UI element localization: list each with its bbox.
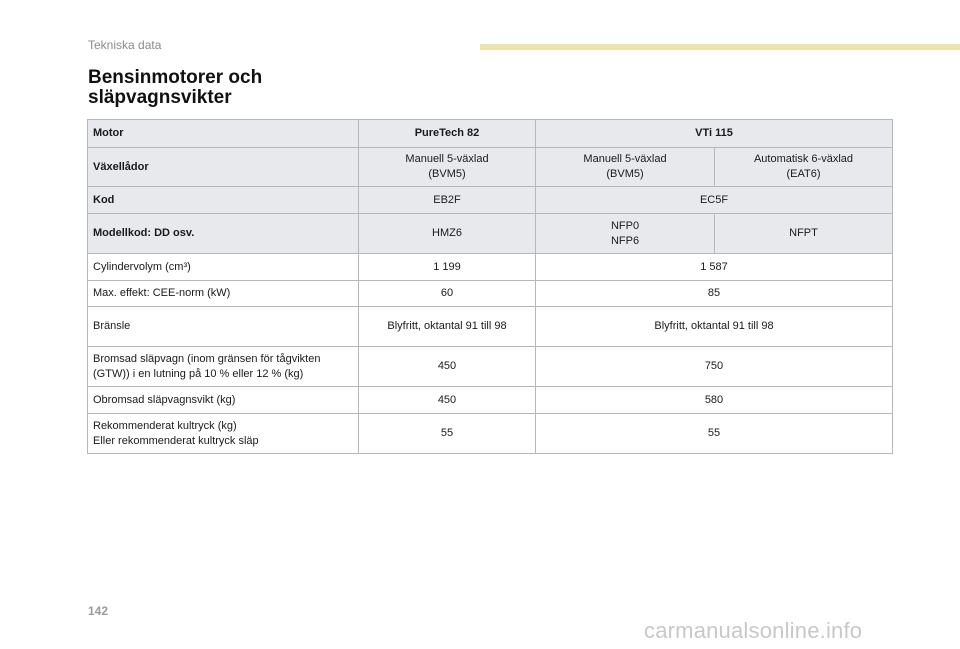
table-row-unbraked-trailer [88, 387, 893, 414]
power-1-cell: 60 [359, 281, 536, 307]
table-row-braked-trailer [88, 347, 893, 387]
gearbox-1-line-2: (BVM5) [428, 168, 466, 180]
row-label-model-code: Modellkod: DD osv. [88, 214, 359, 254]
table-row-nose-weight [88, 414, 893, 454]
braked-2-cell: 750 [536, 347, 893, 387]
page-title [88, 68, 388, 108]
row-label-displacement: Cylindervolym (cm³) [88, 254, 359, 281]
engine-spec-table [87, 119, 893, 454]
engine-2-header: VTi 115 [536, 120, 893, 148]
fuel-2-cell: Blyfritt, oktantal 91 till 98 [536, 307, 893, 347]
gearbox-1-cell [359, 148, 536, 187]
table-row-fuel [88, 307, 893, 347]
nose-2-cell: 55 [536, 414, 893, 454]
model-code-2-line-2: NFP6 [610, 234, 640, 247]
table-row-motor [88, 120, 893, 148]
gearbox-3-line-2: (EAT6) [786, 168, 821, 180]
row-label-motor: Motor [88, 120, 359, 148]
table-row-displacement [88, 254, 893, 281]
table-row-model-code [88, 214, 893, 254]
unbraked-1-cell: 450 [359, 387, 536, 414]
row-label-power: Max. effekt: CEE-norm (kW) [88, 281, 359, 307]
gearbox-3-cell [715, 148, 893, 187]
row-label-nose-weight [88, 414, 359, 454]
braked-label-line-1: Bromsad släpvagn (inom gränsen för tågvikten [93, 352, 321, 365]
gearbox-2-cell [536, 148, 715, 187]
page-number: 142 [88, 604, 109, 618]
engine-1-header: PureTech 82 [359, 120, 536, 148]
unbraked-2-cell: 580 [536, 387, 893, 414]
model-code-2-line-1: NFP0 [610, 219, 640, 232]
model-code-2-cell [536, 214, 715, 254]
gearbox-1-line-1: Manuell 5-växlad [405, 153, 489, 165]
page-title-line-2: släpvagnsvikter [88, 87, 232, 108]
row-label-braked-trailer [88, 347, 359, 387]
gearbox-3-line-1: Automatisk 6-växlad [753, 153, 854, 165]
row-label-gearbox: Växellådor [88, 148, 359, 187]
page-title-line-1: Bensinmotorer och [88, 67, 263, 88]
row-label-unbraked-trailer: Obromsad släpvagnsvikt (kg) [88, 387, 359, 414]
code-2-cell: EC5F [536, 187, 893, 214]
braked-label-line-2: (GTW)) i en lutning på 10 % eller 12 % (kg) [93, 367, 304, 380]
accent-bar [480, 44, 960, 50]
model-code-1-cell: HMZ6 [359, 214, 536, 254]
table-row-code [88, 187, 893, 214]
gearbox-2-line-2: (BVM5) [606, 168, 644, 180]
fuel-1-cell: Blyfritt, oktantal 91 till 98 [359, 307, 536, 347]
nose-label-line-2: Eller rekommenderat kultryck släp [93, 434, 259, 447]
row-label-fuel: Bränsle [88, 307, 359, 347]
code-1-cell: EB2F [359, 187, 536, 214]
braked-1-cell: 450 [359, 347, 536, 387]
table-row-power [88, 281, 893, 307]
table-row-gearbox [88, 148, 893, 187]
section-label: Tekniska data [88, 38, 162, 52]
model-code-3-cell: NFPT [715, 214, 893, 254]
power-2-cell: 85 [536, 281, 893, 307]
displacement-2-cell: 1 587 [536, 254, 893, 281]
watermark: carmanualsonline.info [644, 618, 863, 643]
nose-1-cell: 55 [359, 414, 536, 454]
displacement-1-cell: 1 199 [359, 254, 536, 281]
nose-label-line-1: Rekommenderat kultryck (kg) [93, 419, 237, 432]
row-label-code: Kod [88, 187, 359, 214]
gearbox-2-line-1: Manuell 5-växlad [583, 153, 667, 165]
